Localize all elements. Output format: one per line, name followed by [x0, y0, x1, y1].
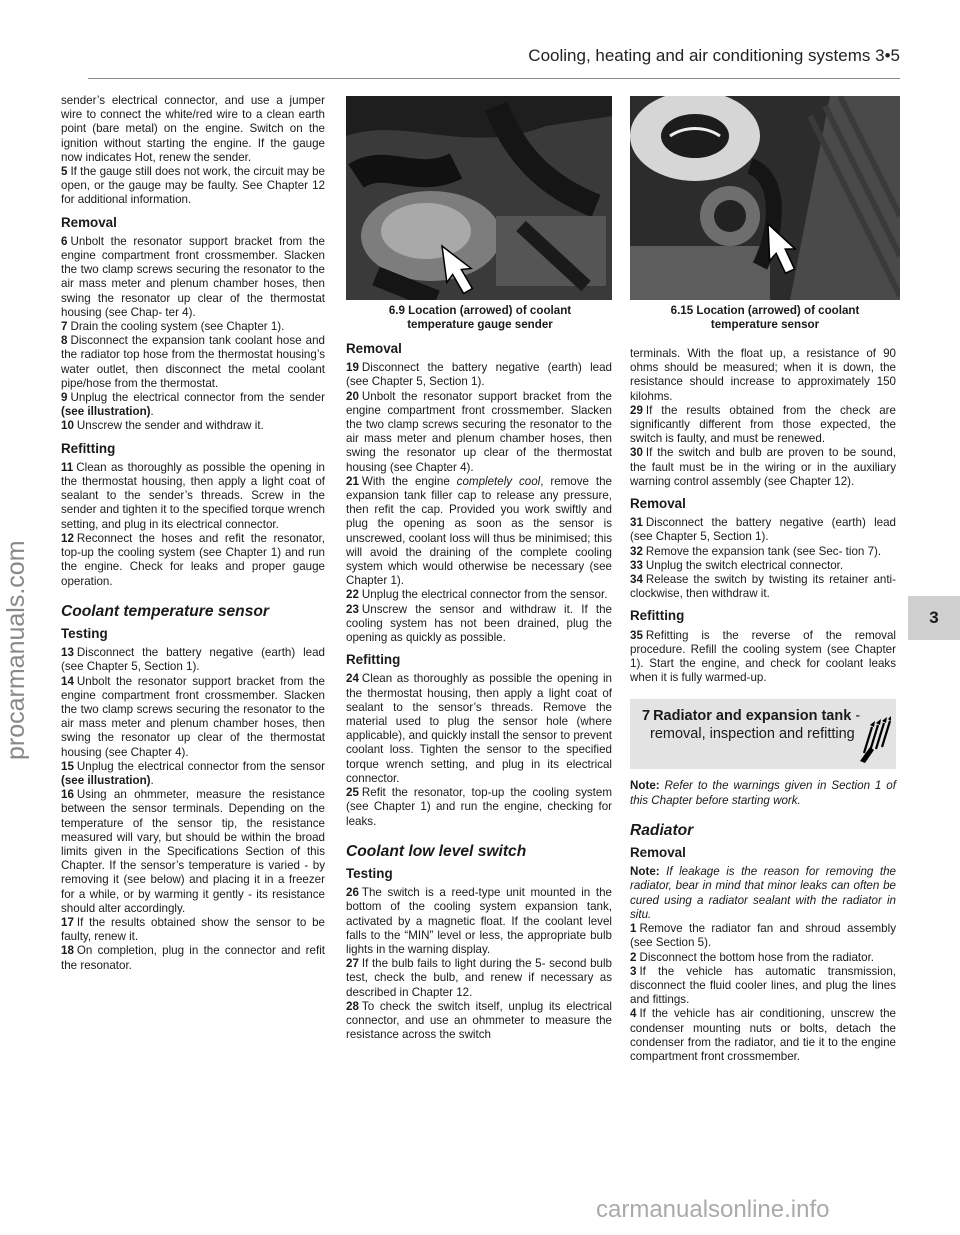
subheading-removal: Removal [346, 341, 402, 356]
paragraph: 9 Unplug the electrical connector from the sender (see illustration). [61, 391, 325, 419]
paragraph: sender’s electrical connector, and use a jumper wire to connect the white/red wire to a clean earth point (bare metal) on the engine. Switch on the ignition without starting the engine. If the gauge now indicates Hot, renew the sender. [61, 94, 325, 164]
footer-watermark: carmanualsonline.info [596, 1196, 830, 1223]
paragraph: 34 Release the switch by twisting its retainer anti-clockwise, then withdraw it. [630, 573, 896, 601]
photo-temperature-sensor [630, 96, 900, 300]
paragraph: 1 Remove the radiator fan and shroud assembly (see Section 5). [630, 922, 896, 950]
paragraph: 15 Unplug the electrical connector from the sensor (see illustration). [61, 759, 325, 787]
paragraph: 14 Unbolt the resonator support bracket from the engine compartment front crossmember. Slacken the two clamp screws securing the resonator to the air mass meter and plenum chamber hoses, then swing the resonator up clear of the thermostat housing (see Chapter 4). [61, 674, 325, 759]
section-heading-low-level-switch: Coolant low level switch [346, 842, 527, 860]
paragraph: 23 Unscrew the sensor and withdraw it. If the cooling system has not been drained, plug the opening as quickly as possible. [346, 602, 612, 645]
paragraph: terminals. With the float up, a resistance of 90 ohms should be measured; when it is down, the resistance should increase to approximately 150 kilohms. [630, 347, 896, 403]
paragraph: 21 With the engine completely cool, remove the expansion tank filler cap to release any pressure, then refit the cap. Provided you work swiftly and plug the opening as soon as the sensor is unscrewed, coolant loss will thus be minimised; this will avoid the draining of the complete cooling system which would otherwise be necessary (see Chapter 1). [346, 474, 612, 588]
paragraph: 30 If the switch and bulb are proven to be sound, the fault must be in the wiring or in the auxiliary warning control assembly (see Chapter 12). [630, 446, 896, 488]
paragraph: 19 Disconnect the battery negative (earth) lead (see Chapter 5, Section 1). [346, 361, 612, 389]
header-title: Cooling, heating and air conditioning systems [528, 46, 871, 65]
paragraph: 13 Disconnect the battery negative (earth) lead (see Chapter 5, Section 1). [61, 646, 325, 674]
subheading-testing: Testing [61, 625, 108, 641]
subheading-removal: Removal [630, 496, 686, 512]
figure-caption-6-9: 6.9 Location (arrowed) of coolant temperature gauge sender [388, 304, 572, 331]
side-watermark: procarmanuals.com [2, 540, 30, 760]
column-2 [346, 342, 612, 1042]
note-paragraph: Note: Refer to the warnings given in Section 1 of this Chapter before starting work. [630, 779, 896, 807]
paragraph: 20 Unbolt the resonator support bracket from the engine compartment front crossmember. Slacken the two clamp screws securing the resonator to the air mass meter and plenum chamber hoses, then swing the resonator up clear of the thermostat housing (see Chapter 4). [346, 389, 612, 474]
running-header [528, 46, 900, 66]
subheading-refitting: Refitting [630, 608, 685, 624]
paragraph: 25 Refit the resonator, top-up the cooling system (see Chapter 1) and run the engine, checking for leaks. [346, 786, 612, 828]
paragraph: 24 Clean as thoroughly as possible the opening in the thermostat housing, then apply a light coat of sealant to the sensor’s threads. Remove the material used to plug the sensor hole (where applicable), and quickly install the sensor to prevent coolant loss. Tighten the sensor to the specified torque wrench setting, and plug in its electrical connector. [346, 672, 612, 785]
note-paragraph: Note: If leakage is the reason for removing the radiator, bear in mind that minor leaks can often be cured using a radiator sealant with the radiator in situ. [630, 865, 896, 921]
paragraph: 7 Drain the cooling system (see Chapter 1). [61, 320, 285, 334]
section-heading-radiator: Radiator [630, 821, 694, 839]
subheading-removal: Removal [61, 214, 117, 230]
paragraph: 2 Disconnect the bottom hose from the radiator. [630, 950, 875, 964]
paragraph: 32 Remove the expansion tank (see Sec- tion 7). [630, 544, 882, 558]
section-heading-sensor: Coolant temperature sensor [61, 602, 269, 620]
paragraph: 27 If the bulb fails to light during the 5- second bulb test, check the bulb, and renew if necessary as described in Chapter 12. [346, 957, 612, 999]
paragraph: 6 Unbolt the resonator support bracket from the engine compartment front crossmember. Slacken the two clamp screws securing the resonator to the air mass meter and plenum chamber hoses, then swing the resonator up clear of the thermostat housing (see Chap- ter 4). [61, 234, 325, 319]
paragraph: 28 To check the switch itself, unplug its electrical connector, and use an ohmmeter to measure the resistance across the switch [346, 999, 612, 1042]
subheading-refitting: Refitting [61, 440, 116, 456]
subheading-refitting: Refitting [346, 652, 401, 668]
figure-caption-6-15: 6.15 Location (arrowed) of coolant temperature sensor [670, 304, 860, 331]
section-7-heading-box [630, 699, 896, 769]
paragraph: 3 If the vehicle has automatic transmission, disconnect the fluid cooler lines, and plug the lines and fittings. [630, 964, 896, 1007]
header-rule [88, 78, 900, 79]
photo-temperature-gauge-sender [346, 96, 612, 300]
subheading-removal: Removal [630, 845, 686, 861]
paragraph: 31 Disconnect the battery negative (earth) lead (see Chapter 5, Section 1). [630, 516, 896, 544]
section-subtitle: removal, inspection and refitting [650, 726, 855, 743]
column-1 [61, 94, 325, 973]
paragraph: 33 Unplug the switch electrical connector. [630, 558, 844, 572]
paragraph: 4 If the vehicle has air conditioning, unscrew the condenser mounting nuts or bolts, detach the condenser from the radiator, and tie it to the engine compartment front crossmember. [630, 1007, 896, 1063]
paragraph: 18 On completion, plug in the connector and refit the resonator. [61, 944, 325, 972]
section-title: 7 Radiator and expansion tank - [642, 708, 861, 725]
paragraph: 10 Unscrew the sender and withdraw it. [61, 419, 264, 433]
paragraph: 11 Clean as thoroughly as possible the opening in the thermostat housing, then apply a light coat of sealant to the sender’s threads. Screw in the sender and tighten it to the specified torque wrench setting, and plug in its electrical connector. [61, 460, 325, 531]
paragraph: 17 If the results obtained show the sensor to be faulty, renew it. [61, 915, 325, 944]
paragraph: 8 Disconnect the expansion tank coolant hose and the radiator top hose from the thermostat housing’s water outlet, then disconnect the metal coolant pipe/hose from the thermostat. [61, 334, 325, 390]
paragraph: 16 Using an ohmmeter, measure the resistance between the sensor terminals. Depending on the temperature of the sensor tip, the resistance measured will vary, but should be within the broad limits given in the Specifications Section of this Chapter. If the sensor’s temperature is varied - by removing it (see below) and placing it in a freezer for a while, or by warming it gently - its resistance should alter accordingly. [61, 788, 325, 915]
engine-photo-illustration [346, 96, 612, 300]
page-number: 3•5 [875, 46, 900, 65]
paragraph: 29 If the results obtained from the check are significantly different from those expected, the switch is faulty, and must be renewed. [630, 403, 896, 446]
chapter-tab: 3 [908, 596, 960, 640]
paragraph: 5 If the gauge still does not work, the circuit may be open, or the gauge may be faulty. See Chapter 12 for additional information. [61, 165, 325, 207]
paragraph: 12 Reconnect the hoses and refit the resonator, top-up the cooling system (see Chapter 1) and run the engine. Check for leaks and proper gauge operation. [61, 531, 325, 588]
paragraph: 22 Unplug the electrical connector from the sensor. [346, 588, 608, 602]
paragraph: 35 Refitting is the reverse of the removal procedure. Refill the cooling system (see Chapter 1). Start the engine, and check for coolant leaks when it is fully warmed-up. [630, 628, 896, 685]
paragraph: 26 The switch is a reed-type unit mounted in the bottom of the cooling system expansion tank, activated by a magnetic float. If the coolant level falls to the “MIN” level or less, the appropriate bulb lights in the warning display. [346, 886, 612, 956]
engine-photo-illustration [630, 96, 900, 300]
column-3 [630, 347, 896, 1064]
subheading-testing: Testing [346, 865, 393, 881]
spanner-difficulty-icon [858, 705, 892, 763]
